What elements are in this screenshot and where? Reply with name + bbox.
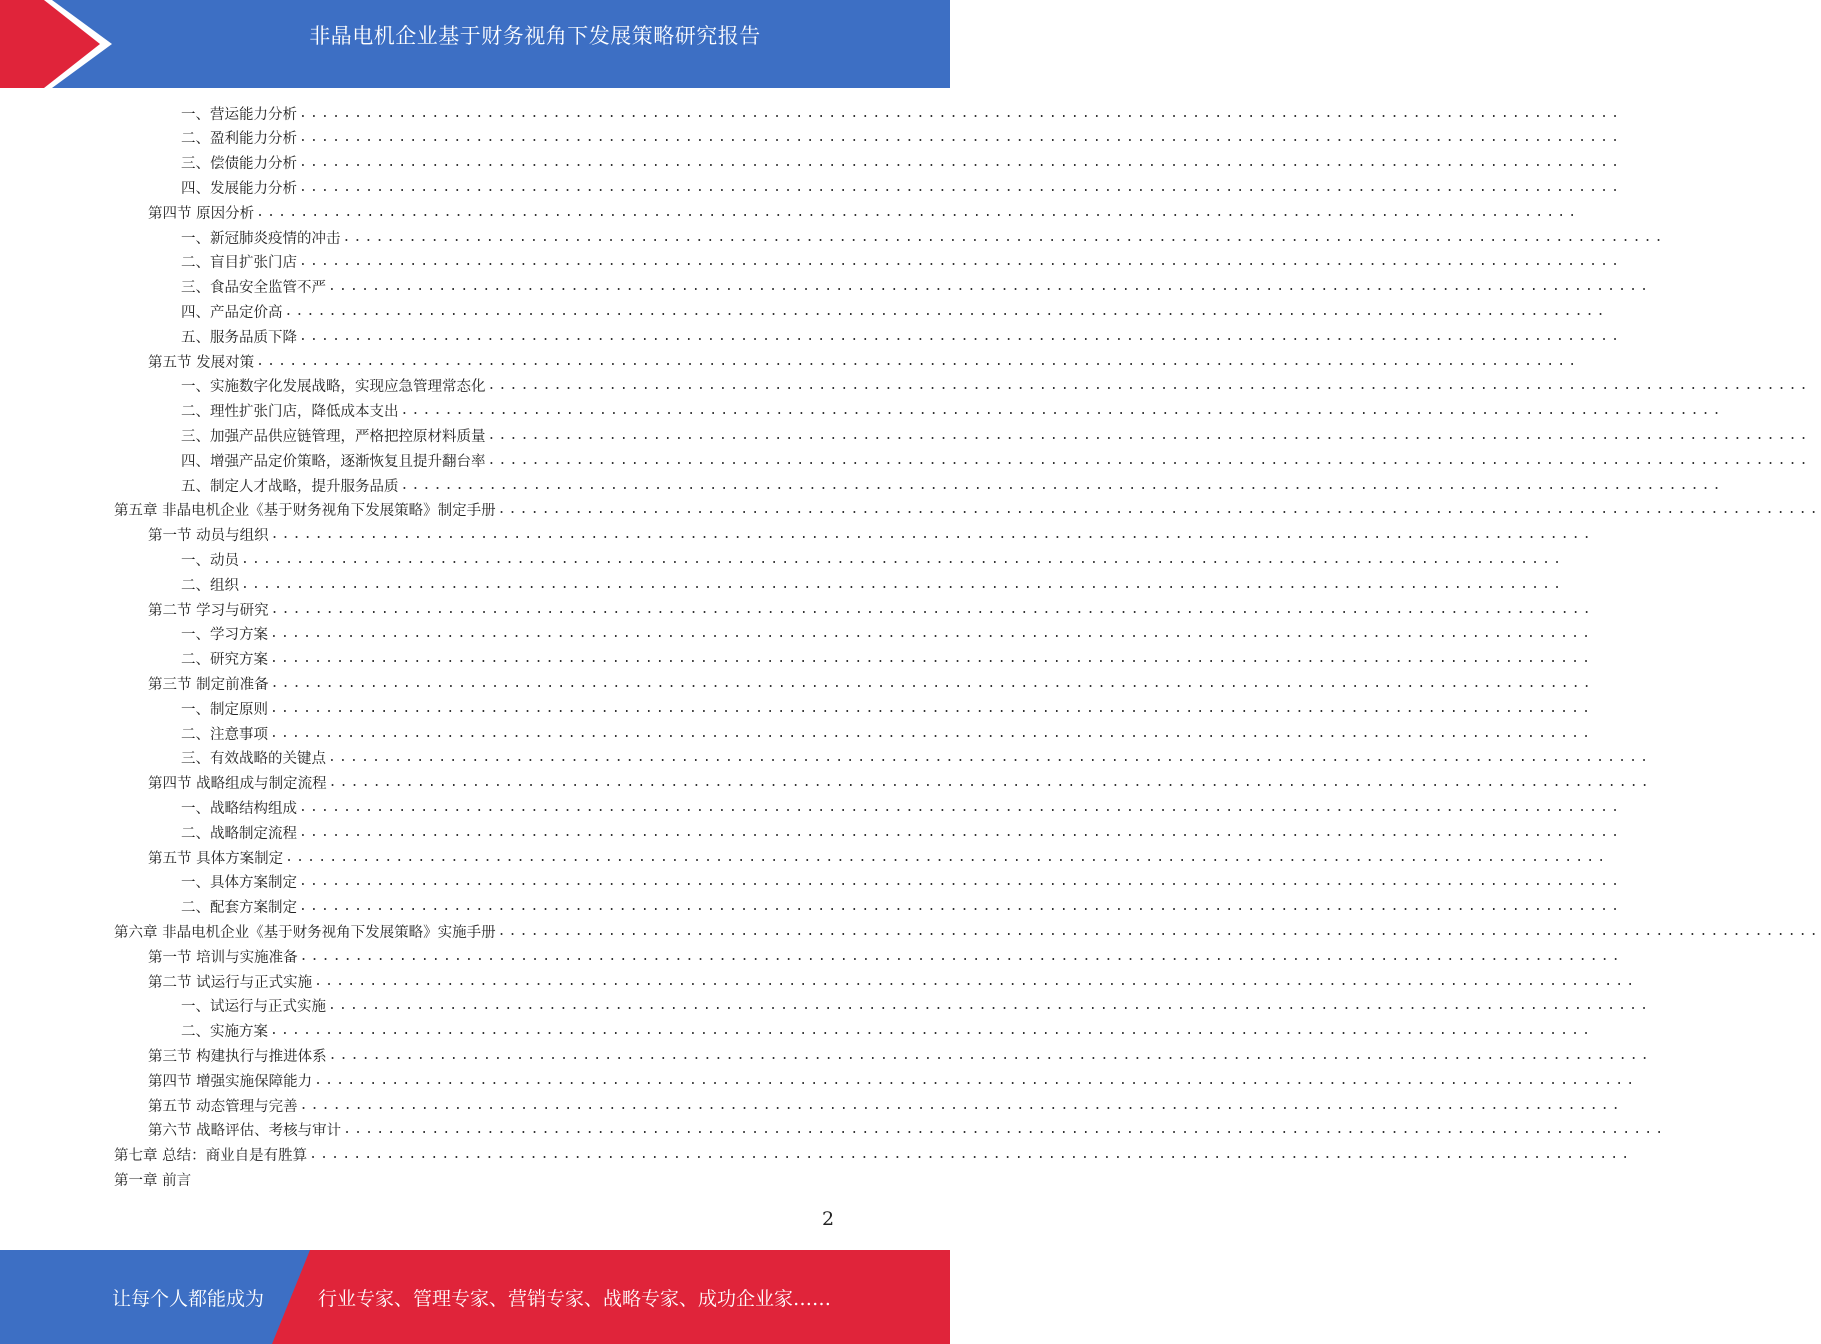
toc-entry[interactable] [0,969,1638,993]
toc-entry[interactable] [0,994,1652,1018]
toc-entry[interactable] [0,1093,1623,1117]
toc-entry[interactable] [0,1143,1633,1167]
toc-entry[interactable] [0,101,1623,125]
toc-entry-title: 第六章 非晶电机企业《基于财务视角下发展策略》实施手册 [114,924,496,941]
header-title: 非晶电机企业基于财务视角下发展策略研究报告 [309,24,761,48]
toc-entry-title: 一、制定原则 [181,701,268,718]
toc-entry-title: 三、偿债能力分析 [181,156,297,173]
toc-entry[interactable] [0,795,1623,819]
toc-dot-leader: ........................................................................................................................ [299,328,1623,344]
footer-slogan-left: 让每个人都能成为 [112,1287,265,1310]
toc-entry-title: 第四节 原因分析 [148,205,255,222]
toc-dot-leader: ........................................................................................................................ [328,1047,1652,1063]
toc-entry-title: 第七章 总结：商业自是有胜算 [114,1148,308,1165]
toc-entry-title: 二、配套方案制定 [181,900,297,917]
toc-dot-leader: ........................................................................................................................ [270,601,1594,617]
toc-dot-leader: ........................................................................................................................ [299,799,1623,815]
toc-dot-leader: ........................................................................................................................ [256,204,1580,220]
toc-entry[interactable] [0,498,1821,522]
toc-entry[interactable] [0,473,1724,497]
toc-dot-leader: ........................................................................................................................ [328,998,1652,1014]
toc-dot-leader: ........................................................................................................................ [241,551,1565,567]
toc-entry-title: 五、制定人才战略，提升服务品质 [181,478,399,495]
toc-entry[interactable] [0,1019,1594,1043]
toc-dot-leader: ........................................................................................................................ [497,923,1821,939]
toc-dot-leader: ........................................................................................................................ [299,254,1623,270]
toc-entry-title: 三、食品安全监管不严 [181,280,326,297]
toc-entry[interactable] [0,721,1594,745]
toc-dot-leader: ........................................................................................................................ [270,725,1594,741]
toc-entry[interactable] [0,399,1724,423]
toc-entry-title: 四、增强产品定价策略，逐渐恢复且提升翻台率 [181,453,486,470]
toc-entry[interactable] [0,349,1580,373]
toc-entry-title: 第一节 培训与实施准备 [148,949,298,966]
toc-entry[interactable] [0,597,1594,621]
toc-entry-title: 一、具体方案制定 [181,875,297,892]
toc-entry[interactable] [0,895,1623,919]
toc-entry-title: 二、实施方案 [181,1024,268,1041]
toc-dot-leader: ........................................................................................................................ [270,1023,1594,1039]
toc-entry-title: 四、发展能力分析 [181,180,297,197]
toc-dot-leader: ........................................................................................................................ [400,403,1724,419]
toc-entry[interactable] [0,324,1623,348]
toc-entry-title: 一、实施数字化发展战略，实现应急管理常态化 [181,379,486,396]
toc-entry-title: 第四节 增强实施保障能力 [148,1073,313,1090]
toc-entry-title: 一、试运行与正式实施 [181,999,326,1016]
toc-entry[interactable] [0,299,1608,323]
toc-dot-leader: ........................................................................................................................ [299,899,1623,915]
toc-entry-title: 二、盲目扩张门店 [181,255,297,272]
toc-dot-leader: ........................................................................................................................ [299,130,1623,146]
toc-entry[interactable] [0,845,1609,869]
toc-entry[interactable] [0,696,1594,720]
toc-entry[interactable] [0,175,1623,199]
toc-entry[interactable] [0,919,1821,943]
toc-entry-title: 三、有效战略的关键点 [181,751,326,768]
toc-dot-leader: ........................................................................................................................ [299,824,1623,840]
toc-entry[interactable] [0,225,1666,249]
toc-dot-leader: ........................................................................................................................ [270,700,1594,716]
toc-dot-leader: ........................................................................................................................ [328,279,1652,295]
toc-dot-leader: ........................................................................................................................ [299,874,1623,890]
toc-entry[interactable] [0,275,1652,299]
toc-entry-title: 三、加强产品供应链管理，严格把控原材料质量 [181,428,486,445]
toc-entry-title: 二、理性扩张门店，降低成本支出 [181,404,399,421]
toc-entry[interactable] [0,870,1623,894]
toc-entry-title: 第二节 学习与研究 [148,602,269,619]
toc-entry[interactable] [0,647,1594,671]
toc-entry-title: 五、服务品质下降 [181,329,297,346]
toc-entry[interactable] [0,671,1594,695]
toc-dot-leader: ........................................................................................................................ [270,527,1594,543]
toc-dot-leader: ........................................................................................................................ [299,1097,1623,1113]
toc-dot-leader: ........................................................................................................................ [400,477,1724,493]
toc-entry-title: 第一节 动员与组织 [148,528,269,545]
toc-entry-title: 一、战略结构组成 [181,800,297,817]
toc-dot-leader: ........................................................................................................................ [270,675,1594,691]
toc-entry-title: 二、盈利能力分析 [181,131,297,148]
toc-entry[interactable] [0,572,1565,596]
toc-dot-leader: ........................................................................................................................ [342,229,1666,245]
toc-entry-title: 第三节 构建执行与推进体系 [148,1048,327,1065]
toc-dot-leader: ........................................................................................................................ [299,105,1623,121]
toc-dot-leader: ........................................................................................................................ [328,775,1652,791]
toc-entry[interactable] [0,622,1594,646]
toc-dot-leader: ........................................................................................................................ [299,948,1623,964]
toc-entry-title: 第一章 前言 [114,1172,192,1189]
toc-dot-leader: ........................................................................................................................ [284,303,1608,319]
page-number: 2 [822,1208,835,1230]
toc-entry-title: 第二节 试运行与正式实施 [148,974,313,991]
toc-entry[interactable] [0,448,1811,472]
toc-dot-leader: ........................................................................................................................ [285,849,1609,865]
toc-dot-leader: ........................................................................................................................ [487,378,1811,394]
toc-entry-title: 二、研究方案 [181,652,268,669]
toc-entry[interactable] [0,746,1652,770]
toc-entry[interactable] [0,423,1811,447]
toc-entry[interactable] [0,1118,1667,1142]
toc-entry[interactable] [0,771,1652,795]
toc-entry-title: 第五节 具体方案制定 [148,850,284,867]
toc-dot-leader: ........................................................................................................................ [270,626,1594,642]
toc-entry-title: 二、战略制定流程 [181,825,297,842]
toc-dot-leader: ........................................................................................................................ [256,353,1580,369]
toc-entry-title: 二、组织 [181,577,239,594]
toc-entry[interactable] [0,374,1811,398]
toc-dot-leader: ........................................................................................................................ [241,576,1565,592]
toc-dot-leader: ........................................................................................................................ [299,155,1623,171]
toc-entry-title: 第六节 战略评估、考核与审计 [148,1123,342,1140]
toc-dot-leader: ........................................................................................................................ [497,502,1821,518]
toc-entry-title: 一、营运能力分析 [181,106,297,123]
toc-dot-leader: ........................................................................................................................ [299,179,1623,195]
toc-dot-leader: ........................................................................................................................ [343,1122,1667,1138]
footer-slogan-right: 行业专家、管理专家、营销专家、战略专家、成功企业家…… [318,1287,832,1310]
toc-dot-leader: ........................................................................................................................ [487,452,1811,468]
toc-dot-leader: ........................................................................................................................ [314,1072,1638,1088]
toc-entry-title: 一、新冠肺炎疫情的冲击 [181,230,341,247]
toc-entry-title: 第四节 战略组成与制定流程 [148,776,327,793]
toc-entry-title: 第三节 制定前准备 [148,676,269,693]
toc-entry-title: 第五章 非晶电机企业《基于财务视角下发展策略》制定手册 [114,503,496,520]
toc-dot-leader: ........................................................................................................................ [487,427,1811,443]
toc-entry[interactable] [0,250,1623,274]
toc-entry[interactable] [0,200,1580,224]
toc-entry-title: 第五节 发展对策 [148,354,255,371]
toc-entry[interactable] [0,151,1623,175]
toc-entry[interactable] [0,1043,1652,1067]
toc-entry-title: 二、注意事项 [181,726,268,743]
page-footer [0,1250,950,1344]
toc-dot-leader: ........................................................................................................................ [328,750,1652,766]
toc-entry[interactable] [0,944,1623,968]
toc-dot-leader: ........................................................................................................................ [314,973,1638,989]
toc-dot-leader: ........................................................................................................................ [309,1147,1633,1163]
page-header [0,0,950,88]
toc-entry[interactable] [0,1068,1638,1092]
toc-entry-title: 第五节 动态管理与完善 [148,1098,298,1115]
toc-entry[interactable] [0,547,1565,571]
toc-entry[interactable] [0,523,1594,547]
toc-entry-title: 四、产品定价高 [181,304,283,321]
toc-entry[interactable] [0,126,1623,150]
toc-entry-title: 一、学习方案 [181,627,268,644]
toc-entry[interactable] [0,820,1623,844]
toc-entry-title: 一、动员 [181,552,239,569]
toc-entry[interactable] [0,1167,950,1191]
toc-dot-leader: ........................................................................................................................ [270,651,1594,667]
